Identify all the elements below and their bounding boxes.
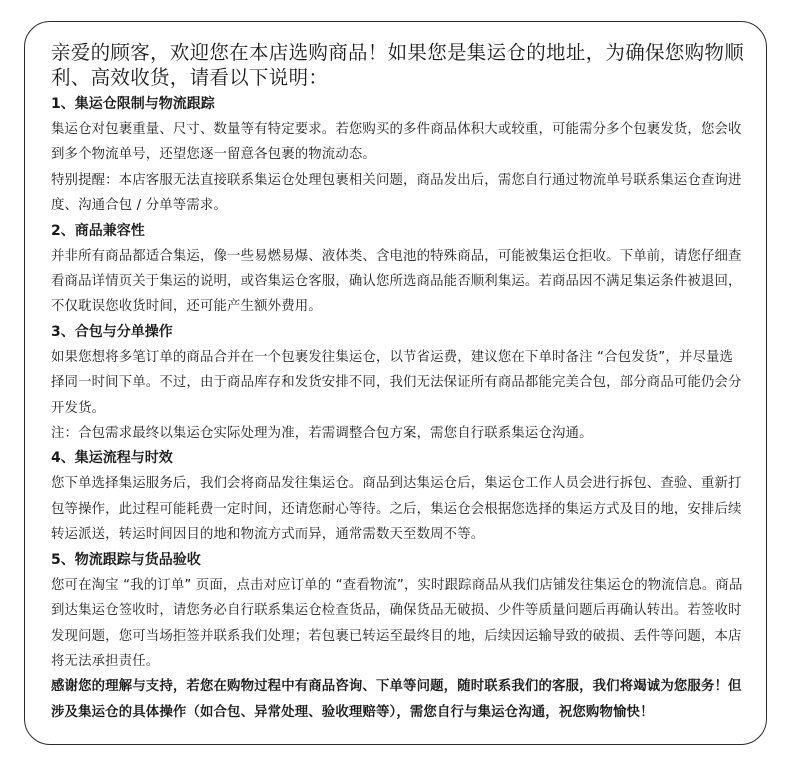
notice-box [24, 21, 767, 745]
section-paragraph: 特别提醒：本店客服无法直接联系集运仓处理包裹相关问题，商品发出后，需您自行通过物流单号联系集运仓查询进度、沟通合包 / 分单等需求。 [51, 172, 742, 214]
section-paragraph: 您下单选择集运服务后，我们会将商品发往集运仓。商品到达集运仓后，集运仓工作人员会进行拆包、查验、重新打包等操作，此过程可能耗费一定时间，还请您耐心等待。之后，集运仓会根据您选择的集运方式及目的地，安排后续转运派送，转运时间因目的地和物流方式而异，通常需数天至数周不等。 [51, 476, 742, 543]
section-paragraph: 并非所有商品都适合集运，像一些易燃易爆、液体类、含电池的特殊商品，可能被集运仓拒收。下单前，请您仔细查看商品详情页关于集运的说明，或咨集运仓客服，确认您所选商品能否顺利集运。若商品因不满足集运条件被退回，不仅耽误您收货时间，还可能产生额外费用。 [51, 248, 742, 315]
section-paragraph: 如果您想将多笔订单的商品合并在一个包裹发往集运仓，以节省运费，建议您在下单时备注 “合包发货”，并尽量选择同一时间下单。不过，由于商品库存和发货安排不同，我们无法保证所有商品都能完美合包，部分商品可能仍会分开发货。 [51, 349, 742, 416]
section-heading: 2、商品兼容性 [51, 222, 145, 239]
section-merge-split [51, 320, 746, 447]
section-paragraph: 您可在淘宝 “我的订单” 页面，点击对应订单的 “查看物流”，实时跟踪商品从我们店铺发往集运仓的物流信息。商品到达集运仓签收时，请您务必自行联系集运仓检查货品，确保货品无破损、少件等质量问题后再确认转出。若签收时发现问题，您可当场拒签并联系我们处理；若包裹已转运至最终目的地，后续因运输导致的破损、丢件等问题，本店将无法承担责任。 [51, 577, 743, 669]
section-logistics-limits [51, 92, 746, 219]
section-heading: 1、集运仓限制与物流跟踪 [51, 96, 215, 112]
closing-note: 感谢您的理解与支持，若您在购物过程中有商品咨询、下单等问题，随时联系我们的客服，我们将竭诚为您服务！但涉及集运仓的具体操作（如合包、异常处理、验收理赔等），需您自行与集运仓沟通，祝您购物愉快！ [51, 679, 742, 720]
notice-title: 亲爱的顾客，欢迎您在本店选购商品！如果您是集运仓的地址，为确保您购物顺利、高效收货，请看以下说明： [51, 41, 745, 89]
section-paragraph: 注：合包需求最终以集运仓实际处理为准，若需调整合包方案，需您自行联系集运仓沟通。 [51, 426, 593, 442]
section-paragraph: 集运仓对包裹重量、尺寸、数量等有特定要求。若您购买的多件商品体积大或较重，可能需分多个包裹发货，您会收到多个物流单号，还望您逐一留意各包裹的物流动态。 [51, 122, 742, 163]
section-heading: 5、物流跟踪与货品验收 [51, 551, 201, 568]
section-heading: 4、集运流程与时效 [51, 450, 173, 467]
section-process-timing [51, 446, 746, 547]
section-heading: 3、合包与分单操作 [51, 323, 173, 340]
section-compatibility [51, 219, 746, 320]
section-tracking-inspection [51, 548, 746, 675]
